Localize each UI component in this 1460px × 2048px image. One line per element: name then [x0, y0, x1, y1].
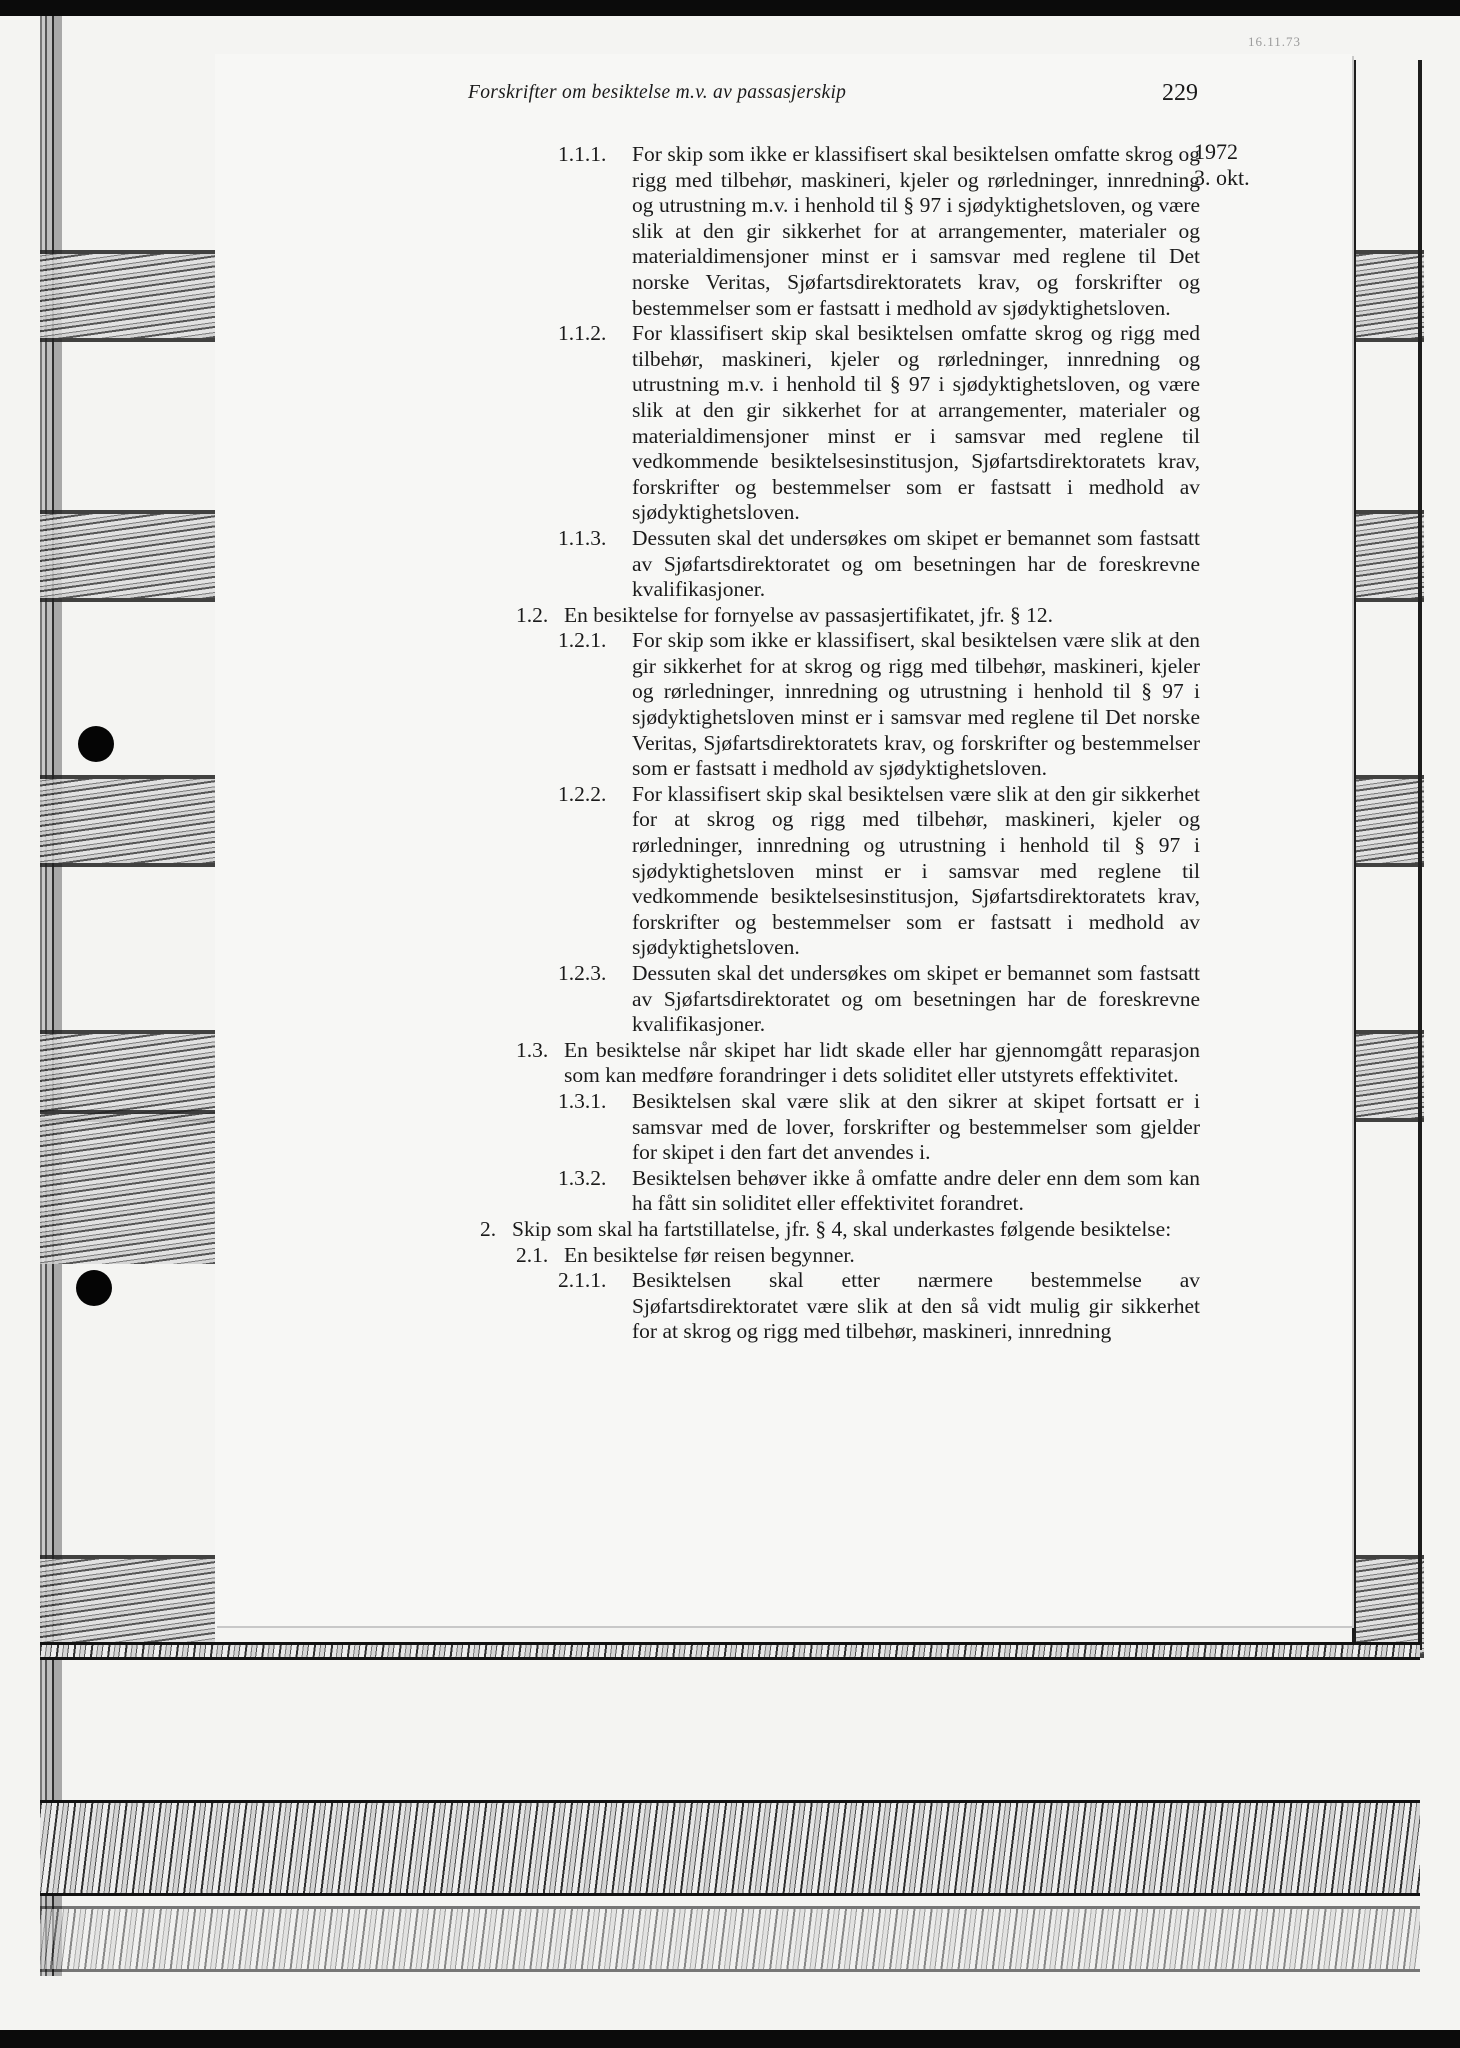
clause-text: En besiktelse når skipet har lidt skade eller har gjennomgått reparasjon som kan medføre forandringer i dets soliditet eller utstyrets effektivitet. [564, 1037, 1200, 1088]
scan-noise-bar [40, 1800, 1420, 1896]
clause-text: For skip som ikke er klassifisert skal besiktelsen omfatte skrog og rigg med tilbehør, maskineri, kjeler og rørledninger, innredning og utrustning m.v. i henhold til § 97 i sjødyktighetsloven, og være slik at den gir sikkerhet for at arrangementer, materialer og materialdimensjoner minst er i samsvar med reglene til Det norske Veritas, Sjøfartsdirektoratets krav, og forskrifter og bestemmelser som er fastsatt i medhold av sjødyktighetsloven. [632, 142, 1200, 320]
binder-edge [1418, 60, 1422, 1650]
clause-text: En besiktelse før reisen begynner. [564, 1242, 855, 1267]
clause-text: For klassifisert skip skal besiktelsen omfatte skrog og rigg med tilbehør, maskineri, kjeler og rørledninger, innredning og utrustning m.v. i henhold til § 97 i sjødyktighetsloven, og være slik at den gir sikkerhet for at arrangementer, materialer og materialdimensjoner minst er i samsvar med reglene til vedkommende besiktelsesinstitusjon, Sjøfartsdirektoratets krav, forskrifter og bestemmelser som er fastsatt i medhold av sjødyktighetsloven. [632, 321, 1200, 525]
binder-tab [40, 250, 215, 342]
clause-item [474, 1166, 1200, 1217]
clause-text: Besiktelsen skal etter nærmere bestemmelse av Sjøfartsdirektoratet være slik at den så vidt mulig gir sikkerhet for at skrog og rigg med tilbehør, maskineri, innredning [632, 1268, 1200, 1344]
binder-tab [40, 1110, 215, 1264]
clause-text: For skip som ikke er klassifisert, skal besiktelsen være slik at den gir sikkerhet for at skrog og rigg med tilbehør, maskineri, kjeler og rørledninger, innredning og utrustning i henhold til § 97 i sjødyktighetsloven minst er i samsvar med reglene til Det norske Veritas, Sjøfartsdirektoratets krav, og forskrifter og bestemmelser som er fastsatt i medhold av sjødyktighetsloven. [632, 628, 1200, 781]
running-title: Forskrifter om besiktelse m.v. av passasjerskip [468, 82, 847, 103]
binder-tab [40, 1030, 215, 1122]
clause-number: 2.1.1. [558, 1268, 607, 1293]
clause-text: Dessuten skal det undersøkes om skipet er bemannet som fastsatt av Sjøfartsdirektoratet og om besetningen har de foreskrevne kvalifikasjoner. [632, 525, 1200, 602]
scan-noise-bar [40, 1642, 1420, 1660]
clause-number: 1.1.3. [558, 525, 607, 550]
archive-stamp: 16.11.73 [1248, 34, 1302, 49]
clause-number: 1.2.2. [558, 781, 607, 806]
clause-number: 1.1.1. [558, 142, 607, 166]
binder-tab [1352, 775, 1424, 867]
punch-hole [78, 726, 114, 762]
clause-item [474, 782, 1200, 961]
clause-number: 1.3.2. [558, 1165, 607, 1190]
clause-number: 1.3.1. [558, 1088, 607, 1113]
clause-item [474, 1038, 1200, 1089]
clause-number: 1.2.1. [558, 628, 607, 653]
margin-note [1194, 139, 1250, 191]
clause-item [474, 1217, 1200, 1243]
margin-year: 1972 [1194, 139, 1238, 164]
clause-item [474, 1089, 1200, 1166]
clause-number: 2.1. [516, 1242, 549, 1267]
clause-item [474, 1268, 1200, 1345]
binder-tab [1352, 1030, 1424, 1122]
scan-noise-bar [40, 1906, 1420, 1972]
clause-item [474, 961, 1200, 1038]
clause-item [474, 603, 1200, 629]
regulation-text [474, 142, 1200, 1345]
clause-text: Besiktelsen skal være slik at den sikrer at skipet fortsatt er i samsvar med de lover, forskrifter og bestemmelser som gjelder for skipet i den fart det anvendes i. [632, 1088, 1200, 1165]
clause-item [474, 1243, 1200, 1269]
binder-edge [1352, 60, 1356, 1650]
binder-tab [1352, 510, 1424, 602]
clause-number: 1.2.3. [558, 961, 607, 985]
punch-hole [76, 1270, 112, 1306]
clause-item [474, 321, 1200, 526]
clause-number: 1.1.2. [558, 321, 607, 346]
clause-text: Dessuten skal det undersøkes om skipet er bemannet som fastsatt av Sjøfartsdirektoratet og om besetningen har de foreskrevne kvalifikasjoner. [632, 961, 1200, 1037]
scan-border-top [0, 0, 1460, 16]
clause-text: En besiktelse for fornyelse av passasjertifikatet, jfr. § 12. [564, 602, 1053, 627]
margin-date: 3. okt. [1194, 165, 1250, 190]
clause-number: 2. [480, 1216, 497, 1241]
clause-number: 1.2. [516, 602, 549, 627]
clause-item [474, 628, 1200, 782]
binder-tab [40, 510, 215, 602]
clause-number: 1.3. [516, 1037, 549, 1062]
clause-text: For klassifisert skip skal besiktelsen være slik at den gir sikkerhet for at skrog og rigg med tilbehør, maskineri, kjeler og rørledninger, innredning og utrustning i henhold til § 97 i sjødyktighetsloven minst er i samsvar med reglene til vedkommende besiktelsesinstitusjon, Sjøfartsdirektoratets krav, forskrifter og bestemmelser som er fastsatt i medhold av sjødyktighetsloven. [632, 781, 1200, 960]
binder-tab [40, 775, 215, 867]
clause-item [474, 526, 1200, 603]
scan-border-bottom [0, 2030, 1460, 2048]
clause-text: Skip som skal ha fartstillatelse, jfr. § 4, skal underkastes følgende besiktelse: [512, 1216, 1172, 1241]
page-number: 229 [1162, 80, 1198, 106]
clause-item [474, 142, 1200, 321]
binder-tab [1352, 250, 1424, 342]
clause-text: Besiktelsen behøver ikke å omfatte andre deler enn dem som kan ha fått sin soliditet eller effektivitet forandret. [632, 1165, 1200, 1216]
